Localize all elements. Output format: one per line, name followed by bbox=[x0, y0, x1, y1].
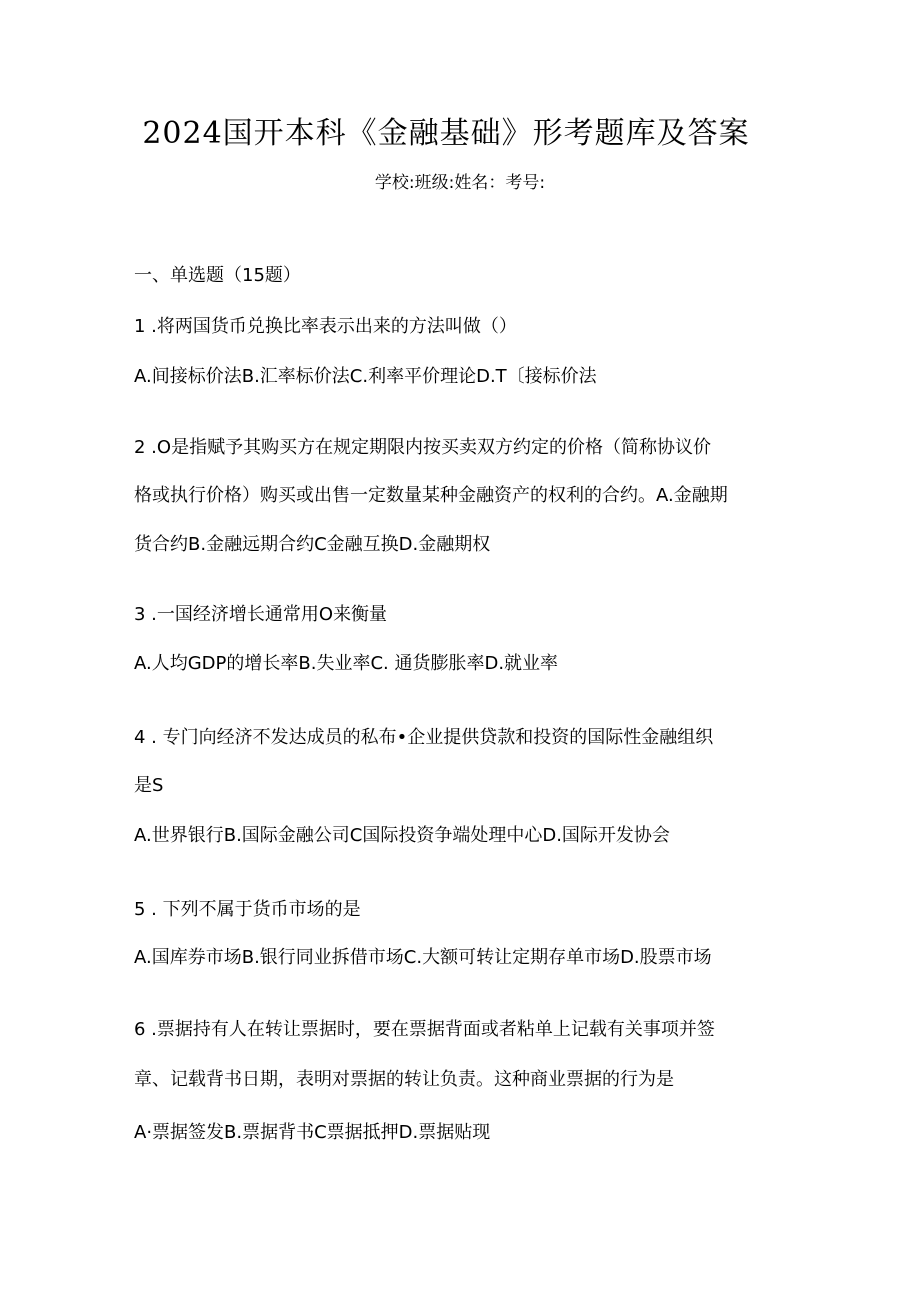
question-4-line-1: 4 . 专门向经济不发达成员的私布•企业提供贷款和投资的国际性金融组织 bbox=[134, 727, 714, 748]
student-info-line: 学校:班级:姓名：考号: bbox=[374, 173, 546, 193]
question-5-options: A.国库券市场B.银行同业拆借市场C.大额可转让定期存单市场D.股票市场 bbox=[134, 947, 712, 968]
question-3-options: A.人均GDP的增长率B.失业率C. 通货膨胀率D.就业率 bbox=[134, 653, 559, 674]
document-title: 2024国开本科《金融基础》形考题库及答案 bbox=[142, 116, 750, 151]
question-1: 1 .将两国货币兑换比率表示出来的方法叫做（） bbox=[134, 316, 517, 337]
question-6-options: A·票据签发B.票据背书C票据抵押D.票据贴现 bbox=[134, 1122, 491, 1143]
section-heading: 一、单选题（15题） bbox=[134, 265, 301, 286]
question-5: 5 . 下列不属于货币市场的是 bbox=[134, 899, 361, 920]
question-6-line-1: 6 .票据持有人在转让票据时，要在票据背面或者粘单上记载有关事项并签 bbox=[134, 1019, 715, 1040]
question-1-options: A.间接标价法B.汇率标价法C.利率平价理论D.T〔接标价法 bbox=[134, 366, 597, 387]
question-4-options: A.世界银行B.国际金融公司C国际投资争端处理中心D.国际开发协会 bbox=[134, 825, 670, 846]
question-2-line-3: 货合约B.金融远期合约C金融互换D.金融期权 bbox=[134, 534, 491, 555]
question-2-line-1: 2 .O是指赋予其购买方在规定期限内按买卖双方约定的价格（简称协议价 bbox=[134, 437, 712, 458]
question-3: 3 .一国经济增长通常用O来衡量 bbox=[134, 604, 388, 625]
question-2-line-2: 格或执行价格）购买或出售一定数量某种金融资产的权利的合约。A.金融期 bbox=[134, 485, 728, 506]
question-4-line-2: 是S bbox=[134, 775, 164, 796]
question-6-line-2: 章、记载背书日期，表明对票据的转让负责。这种商业票据的行为是 bbox=[134, 1069, 674, 1090]
